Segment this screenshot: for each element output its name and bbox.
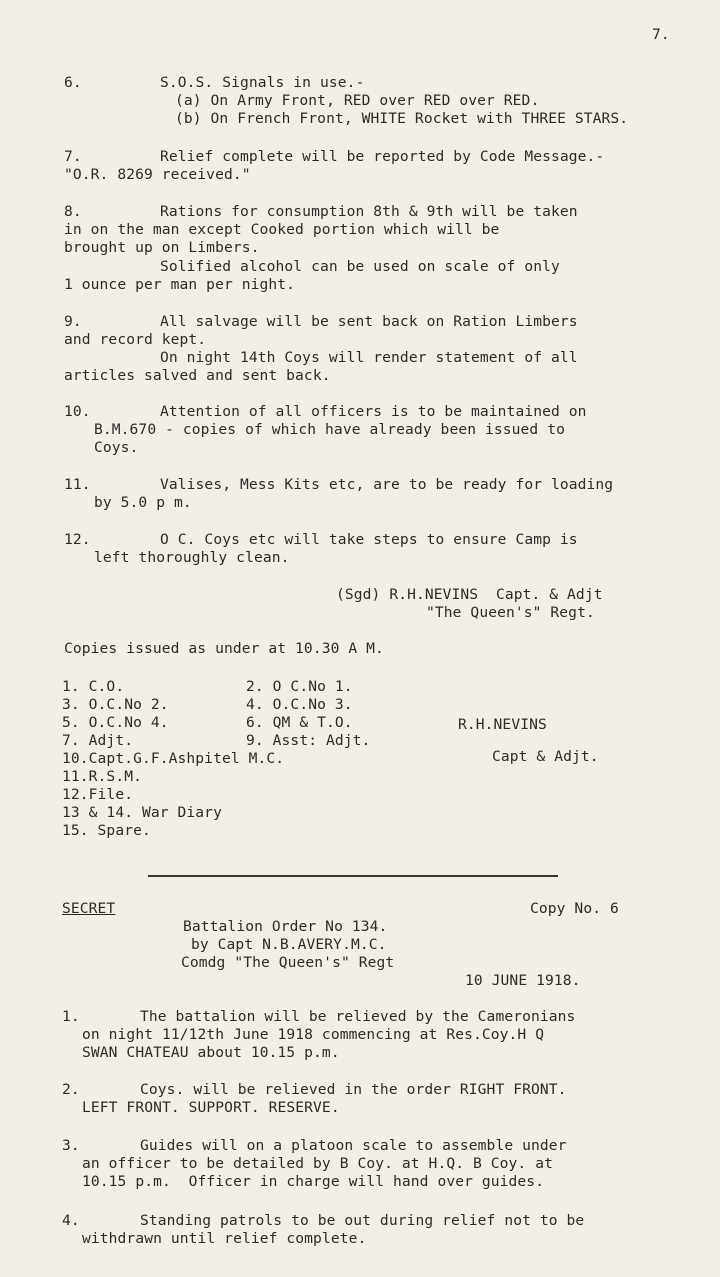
item-line: left thoroughly clean. xyxy=(94,549,290,566)
item-number: 12. xyxy=(64,531,91,548)
item-number: 9. xyxy=(64,313,82,330)
item-number: 8. xyxy=(64,203,82,220)
item-line: brought up on Limbers. xyxy=(64,239,260,256)
copy-entry: 15. Spare. xyxy=(62,822,151,839)
copy-entry: 1. C.O. xyxy=(62,678,125,695)
item-line: withdrawn until relief complete. xyxy=(82,1230,367,1247)
signoff-name: R.H.NEVINS xyxy=(458,716,547,733)
item-line: SWAN CHATEAU about 10.15 p.m. xyxy=(82,1044,340,1061)
item-number: 4. xyxy=(62,1212,80,1229)
item-line: articles salved and sent back. xyxy=(64,367,331,384)
item-line: All salvage will be sent back on Ration Limbers xyxy=(160,313,578,330)
item-line: "O.R. 8269 received." xyxy=(64,166,251,183)
item-line: and record kept. xyxy=(64,331,207,348)
item-line: Guides will on a platoon scale to assemble under xyxy=(140,1137,567,1154)
order-title: Comdg "The Queen's" Regt xyxy=(181,954,395,971)
item-number: 11. xyxy=(64,476,91,493)
order-title: Battalion Order No 134. xyxy=(183,918,388,935)
item-line: an officer to be detailed by B Coy. at H.Q. B Coy. at xyxy=(82,1155,553,1172)
item-line: 10.15 p.m. Officer in charge will hand over guides. xyxy=(82,1173,545,1190)
order-date: 10 JUNE 1918. xyxy=(465,972,581,989)
order-title: by Capt N.B.AVERY.M.C. xyxy=(191,936,387,953)
item-line: Rations for consumption 8th & 9th will be taken xyxy=(160,203,578,220)
page-number: 7. xyxy=(652,26,670,43)
copies-heading: Copies issued as under at 10.30 A M. xyxy=(64,640,384,657)
item-line: Solified alcohol can be used on scale of only xyxy=(160,258,560,275)
signature-line: (Sgd) R.H.NEVINS Capt. & Adjt xyxy=(336,586,603,603)
item-line: Coys. xyxy=(94,439,139,456)
item-line: The battalion will be relieved by the Cameronians xyxy=(140,1008,576,1025)
section-divider xyxy=(148,875,558,877)
item-number: 10. xyxy=(64,403,91,420)
copy-entry: 7. Adjt. xyxy=(62,732,134,749)
item-line: On night 14th Coys will render statement of all xyxy=(160,349,578,366)
copy-entry: 10.Capt.G.F.Ashpitel M.C. xyxy=(62,750,285,767)
item-line: O C. Coys etc will take steps to ensure Camp is xyxy=(160,531,578,548)
copy-entry: 11.R.S.M. xyxy=(62,768,142,785)
copy-entry: 2. O C.No 1. xyxy=(246,678,353,695)
item-line: Coys. will be relieved in the order RIGHT FRONT. xyxy=(140,1081,567,1098)
secret-label: SECRET xyxy=(62,900,116,917)
copy-entry: 5. O.C.No 4. xyxy=(62,714,169,731)
copy-number: Copy No. 6 xyxy=(530,900,619,917)
copy-entry: 4. O.C.No 3. xyxy=(246,696,353,713)
copy-entry: 3. O.C.No 2. xyxy=(62,696,169,713)
item-line: (b) On French Front, WHITE Rocket with THREE STARS. xyxy=(175,110,629,127)
signature-line: "The Queen's" Regt. xyxy=(426,604,595,621)
item-line: by 5.0 p m. xyxy=(94,494,192,511)
copy-entry: 6. QM & T.O. xyxy=(246,714,353,731)
item-line: B.M.670 - copies of which have already been issued to xyxy=(94,421,565,438)
copy-entry: 12.File. xyxy=(62,786,134,803)
copy-entry: 9. Asst: Adjt. xyxy=(246,732,371,749)
signoff-title: Capt & Adjt. xyxy=(492,748,599,765)
item-line: Valises, Mess Kits etc, are to be ready for loading xyxy=(160,476,614,493)
item-number: 7. xyxy=(64,148,82,165)
item-number: 2. xyxy=(62,1081,80,1098)
item-line: (a) On Army Front, RED over RED over RED. xyxy=(175,92,540,109)
item-number: 6. xyxy=(64,74,82,91)
item-number: 1. xyxy=(62,1008,80,1025)
item-line: Attention of all officers is to be maintained on xyxy=(160,403,587,420)
copy-entry: 13 & 14. War Diary xyxy=(62,804,222,821)
item-line: in on the man except Cooked portion which will be xyxy=(64,221,500,238)
item-line: Relief complete will be reported by Code Message.- xyxy=(160,148,605,165)
item-line: LEFT FRONT. SUPPORT. RESERVE. xyxy=(82,1099,340,1116)
item-number: 3. xyxy=(62,1137,80,1154)
item-line: 1 ounce per man per night. xyxy=(64,276,296,293)
item-line: Standing patrols to be out during relief not to be xyxy=(140,1212,585,1229)
item-line: on night 11/12th June 1918 commencing at Res.Coy.H Q xyxy=(82,1026,545,1043)
item-line: S.O.S. Signals in use.- xyxy=(160,74,365,91)
